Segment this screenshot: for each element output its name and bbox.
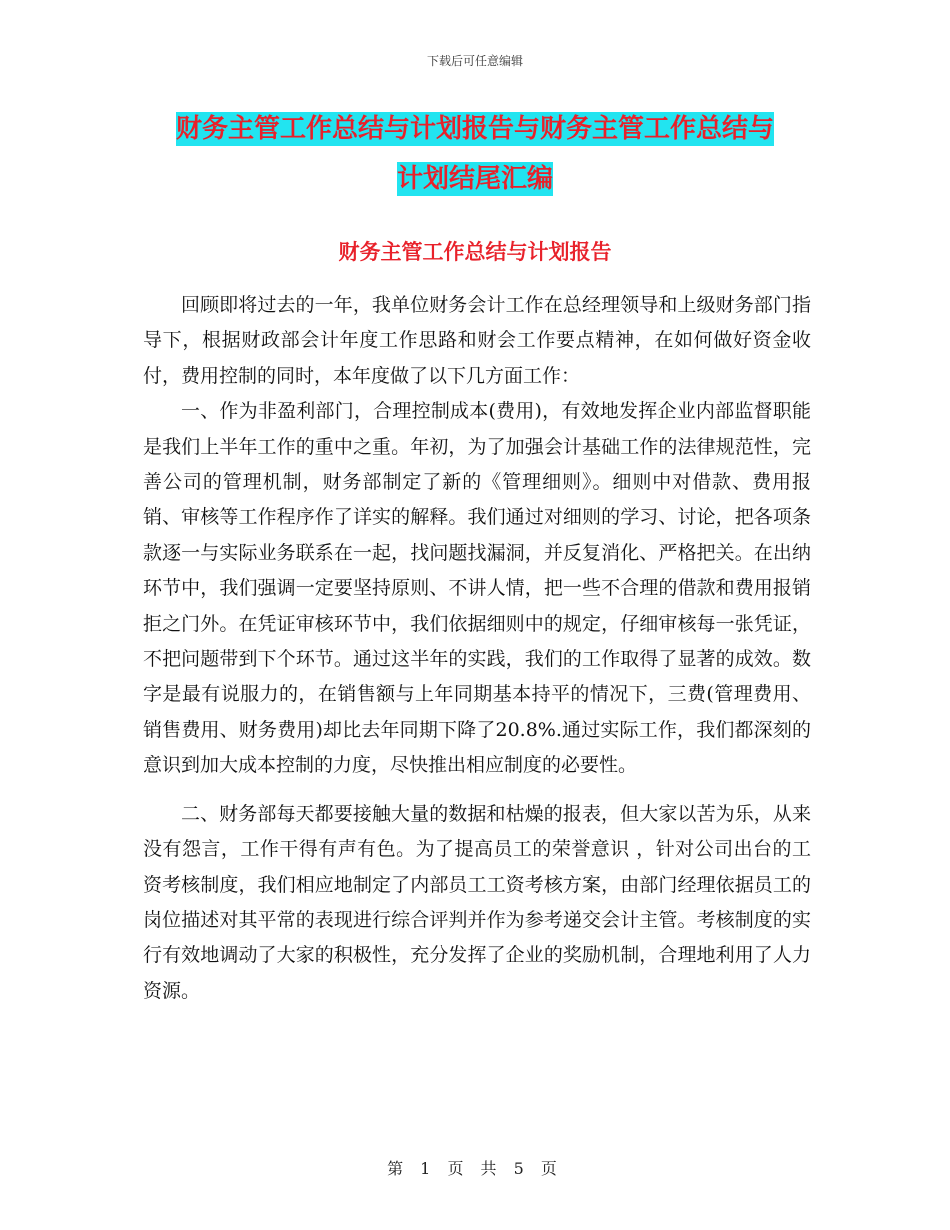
title-line-2: 计划结尾汇编 bbox=[396, 164, 553, 194]
paragraph-item-1: 一、作为非盈利部门，合理控制成本(费用)，有效地发挥企业内部监督职能是我们上半年工作的重中之重。年初，为了加强会计基础工作的法律规范性，完善公司的管理机制，财务部制定了新的《管理细则》。细则中对借款、费用报销、审核等工作程序作了详实的解释。我们通过对细则的学习、讨论，把各项条款逐一与实际业务联系在一起，找问题找漏洞，并反复消化、严格把关。在出纳环节中，我们强调一定要坚持原则、不讲人情，把一些不合理的借款和费用报销拒之门外。在凭证审核环节中，我们依据细则中的规定，仔细审核每一张凭证，不把问题带到下个环节。通过这半年的实践，我们的工作取得了显著的成效。数字是最有说服力的，在销售额与上年同期基本持平的情况下，三费(管理费用、销售费用、财务费用)却比去年同期下降了20.8%.通过实际工作，我们都深刻的意识到加大成本控制的力度，尽快推出相应制度的必要性。 bbox=[143, 400, 811, 777]
document-title bbox=[0, 104, 950, 204]
page-footer-number: 第 1 页 共 5 页 bbox=[387, 1159, 563, 1178]
document-body bbox=[143, 288, 811, 1009]
page-header-note: 下载后可任意编辑 bbox=[426, 54, 523, 68]
paragraph-item-2: 二、财务部每天都要接触大量的数据和枯燥的报表，但大家以苦为乐，从来没有怨言，工作干得有声有色。为了提高员工的荣誉意识 ，针对公司出台的工资考核制度，我们相应地制定了内部员工工资考核方案，由部门经理依据员工的岗位描述对其平常的表现进行综合评判并作为参考递交会计主管。考核制度的实行有效地调动了大家的积极性，充分发挥了企业的奖励机制，合理地利用了人力资源。 bbox=[143, 802, 811, 1002]
paragraph-intro: 回顾即将过去的一年，我单位财务会计工作在总经理领导和上级财务部门指导下，根据财政部会计年度工作思路和财会工作要点精神，在如何做好资金收付，费用控制的同时，本年度做了以下几方面工作： bbox=[143, 294, 811, 387]
title-line-1: 财务主管工作总结与计划报告与财务主管工作总结与 bbox=[175, 114, 774, 144]
section-title: 财务主管工作总结与计划报告 bbox=[338, 240, 612, 264]
